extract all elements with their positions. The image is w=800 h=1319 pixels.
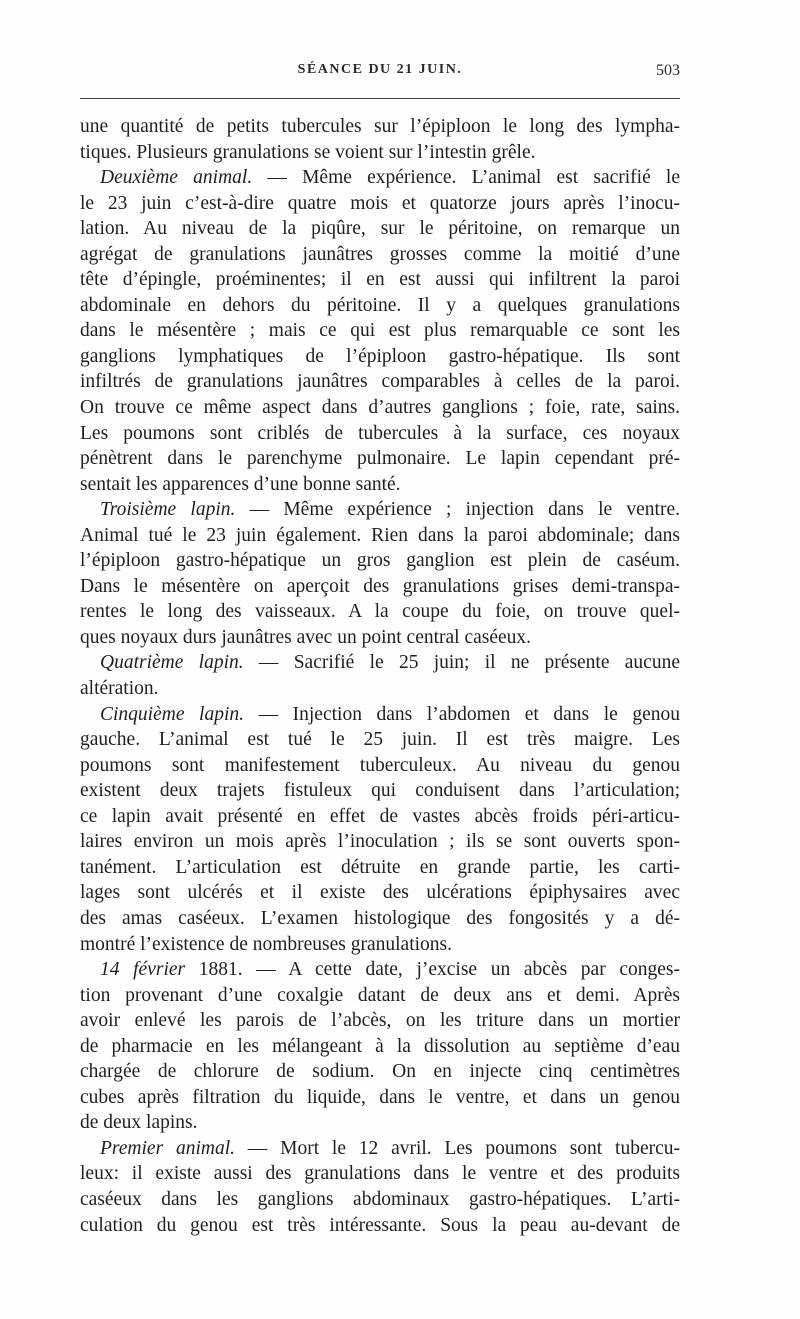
line-text: cubes après filtration du liquide, dans le ventre, et dans un genou: [80, 1086, 680, 1108]
line-text: dans le mésentère ; mais ce qui est plus remarquable ce sont les: [80, 320, 680, 342]
line-text: culation du genou est très intéressante. Sous la peau au-devant de: [80, 1214, 680, 1236]
text-line: [80, 983, 680, 1009]
text-line: [80, 497, 680, 523]
text-line: [80, 804, 680, 830]
italic-lead: Cinquième lapin.: [100, 703, 245, 725]
body-text: [80, 114, 680, 1238]
line-text: rentes le long des vaisseaux. A la coupe du foie, on trouve quel-: [80, 601, 680, 623]
line-text: ques noyaux durs jaunâtres avec un point central caséeux.: [80, 626, 532, 648]
line-text: avoir enlevé les parois de l’abcès, on les triture dans un mortier: [80, 1010, 680, 1032]
line-text: de pharmacie en les mélangeant à la dissolution au septième d’eau: [80, 1035, 680, 1057]
line-text: Les poumons sont criblés de tubercules à la surface, ces noyaux: [80, 422, 680, 444]
page-number: 503: [656, 62, 680, 79]
text-line: [80, 344, 680, 370]
header-rule: [80, 98, 680, 99]
line-text: le 23 juin c’est-à-dire quatre mois et quatorze jours après l’inocu-: [80, 192, 680, 214]
text-line: [80, 727, 680, 753]
italic-lead: Premier animal.: [100, 1137, 236, 1159]
text-line: [80, 242, 680, 268]
text-line: [80, 369, 680, 395]
text-line: [80, 1136, 680, 1162]
text-line: [80, 880, 680, 906]
line-text: tête d’épingle, proéminentes; il en est aussi qui infiltrent la paroi: [80, 269, 680, 291]
line-text: leux: il existe aussi des granulations dans le ventre et des produits: [80, 1163, 680, 1185]
text-line: [80, 472, 680, 498]
line-text: — Sacrifié le 25 juin; il ne présente aucune: [243, 652, 680, 674]
running-head: [80, 62, 680, 86]
text-line: [80, 1213, 680, 1239]
line-text: altération.: [80, 678, 159, 700]
text-line: [80, 114, 680, 140]
text-line: [80, 523, 680, 549]
line-text: ganglions lymphatiques de l’épiploon gastro-hépatique. Ils sont: [80, 345, 680, 367]
line-text: laires environ un mois après l’inoculation ; ils se sont ouverts spon-: [80, 831, 680, 853]
text-line: [80, 267, 680, 293]
text-line: [80, 318, 680, 344]
line-text: montré l’existence de nombreuses granulations.: [80, 933, 453, 955]
line-text: Animal tué le 23 juin également. Rien dans la paroi abdominale; dans: [80, 524, 680, 546]
line-text: tanément. L’articulation est détruite en grande partie, les carti-: [80, 856, 680, 878]
text-line: [80, 1187, 680, 1213]
text-line: [80, 1110, 680, 1136]
line-text: chargée de chlorure de sodium. On en injecte cinq centimètres: [80, 1061, 680, 1083]
text-line: [80, 855, 680, 881]
text-line: [80, 548, 680, 574]
line-text: gauche. L’animal est tué le 25 juin. Il est très maigre. Les: [80, 729, 680, 751]
line-text: sentait les apparences d’une bonne santé.: [80, 473, 401, 495]
line-text: — Mort le 12 avril. Les poumons sont tubercu-: [235, 1137, 680, 1159]
text-line: [80, 446, 680, 472]
line-text: ce lapin avait présenté en effet de vastes abcès froids péri-articu-: [80, 805, 680, 827]
text-line: [80, 906, 680, 932]
italic-lead: 14 février: [100, 959, 186, 981]
text-line: [80, 421, 680, 447]
text-line: [80, 165, 680, 191]
line-text: On trouve ce même aspect dans d’autres ganglions ; foie, rate, sains.: [80, 397, 680, 419]
text-line: [80, 1085, 680, 1111]
line-text: existent deux trajets fistuleux qui conduisent dans l’articulation;: [80, 780, 680, 802]
text-line: [80, 1161, 680, 1187]
text-line: [80, 753, 680, 779]
text-line: [80, 395, 680, 421]
line-text: agrégat de granulations jaunâtres grosses comme la moitié d’une: [80, 243, 680, 265]
line-text: infiltrés de granulations jaunâtres comparables à celles de la paroi.: [80, 371, 680, 393]
line-text: — Même expérience ; injection dans le ventre.: [235, 499, 680, 521]
text-line: [80, 216, 680, 242]
line-text: une quantité de petits tubercules sur l’épiploon le long des lympha-: [80, 116, 680, 137]
text-line: [80, 957, 680, 983]
italic-lead: Deuxième animal.: [100, 167, 253, 189]
text-line: [80, 1059, 680, 1085]
italic-lead: Quatrième lapin.: [100, 652, 244, 674]
line-text: lages sont ulcérés et il existe des ulcérations épiphysaires avec: [80, 882, 680, 904]
line-text: abdominale en dehors du péritoine. Il y a quelques granulations: [80, 294, 680, 316]
text-line: [80, 932, 680, 958]
text-line: [80, 650, 680, 676]
text-line: [80, 574, 680, 600]
line-text: de deux lapins.: [80, 1112, 198, 1134]
line-text: pénètrent dans le parenchyme pulmonaire. Le lapin cependant pré-: [80, 448, 680, 470]
text-line: [80, 1034, 680, 1060]
text-line: [80, 778, 680, 804]
line-text: caséeux dans les ganglions abdominaux gastro-hépatiques. L’arti-: [80, 1188, 680, 1210]
line-text: lation. Au niveau de la piqûre, sur le péritoine, on remarque un: [80, 218, 680, 240]
line-text: — Même expérience. L’animal est sacrifié le: [252, 167, 680, 189]
line-text: tiques. Plusieurs granulations se voient sur l’intestin grêle.: [80, 141, 536, 163]
text-line: [80, 599, 680, 625]
line-text: 1881. — A cette date, j’excise un abcès par conges-: [185, 959, 680, 981]
text-line: [80, 293, 680, 319]
line-text: Dans le mésentère on aperçoit des granulations grises demi-transpa-: [80, 575, 680, 597]
line-text: — Injection dans l’abdomen et dans le genou: [244, 703, 680, 725]
italic-lead: Troisième lapin.: [100, 499, 236, 521]
text-line: [80, 625, 680, 651]
line-text: poumons sont manifestement tuberculeux. Au niveau du genou: [80, 754, 680, 776]
text-line: [80, 140, 680, 166]
line-text: tion provenant d’une coxalgie datant de deux ans et demi. Après: [80, 984, 680, 1006]
line-text: des amas caséeux. L’examen histologique des fongosités y a dé-: [80, 907, 680, 929]
text-line: [80, 1008, 680, 1034]
running-title: SÉANCE DU 21 JUIN.: [297, 62, 463, 77]
text-line: [80, 829, 680, 855]
text-line: [80, 676, 680, 702]
text-line: [80, 702, 680, 728]
text-line: [80, 191, 680, 217]
line-text: l’épiploon gastro-hépatique un gros ganglion est plein de caséum.: [80, 550, 680, 572]
